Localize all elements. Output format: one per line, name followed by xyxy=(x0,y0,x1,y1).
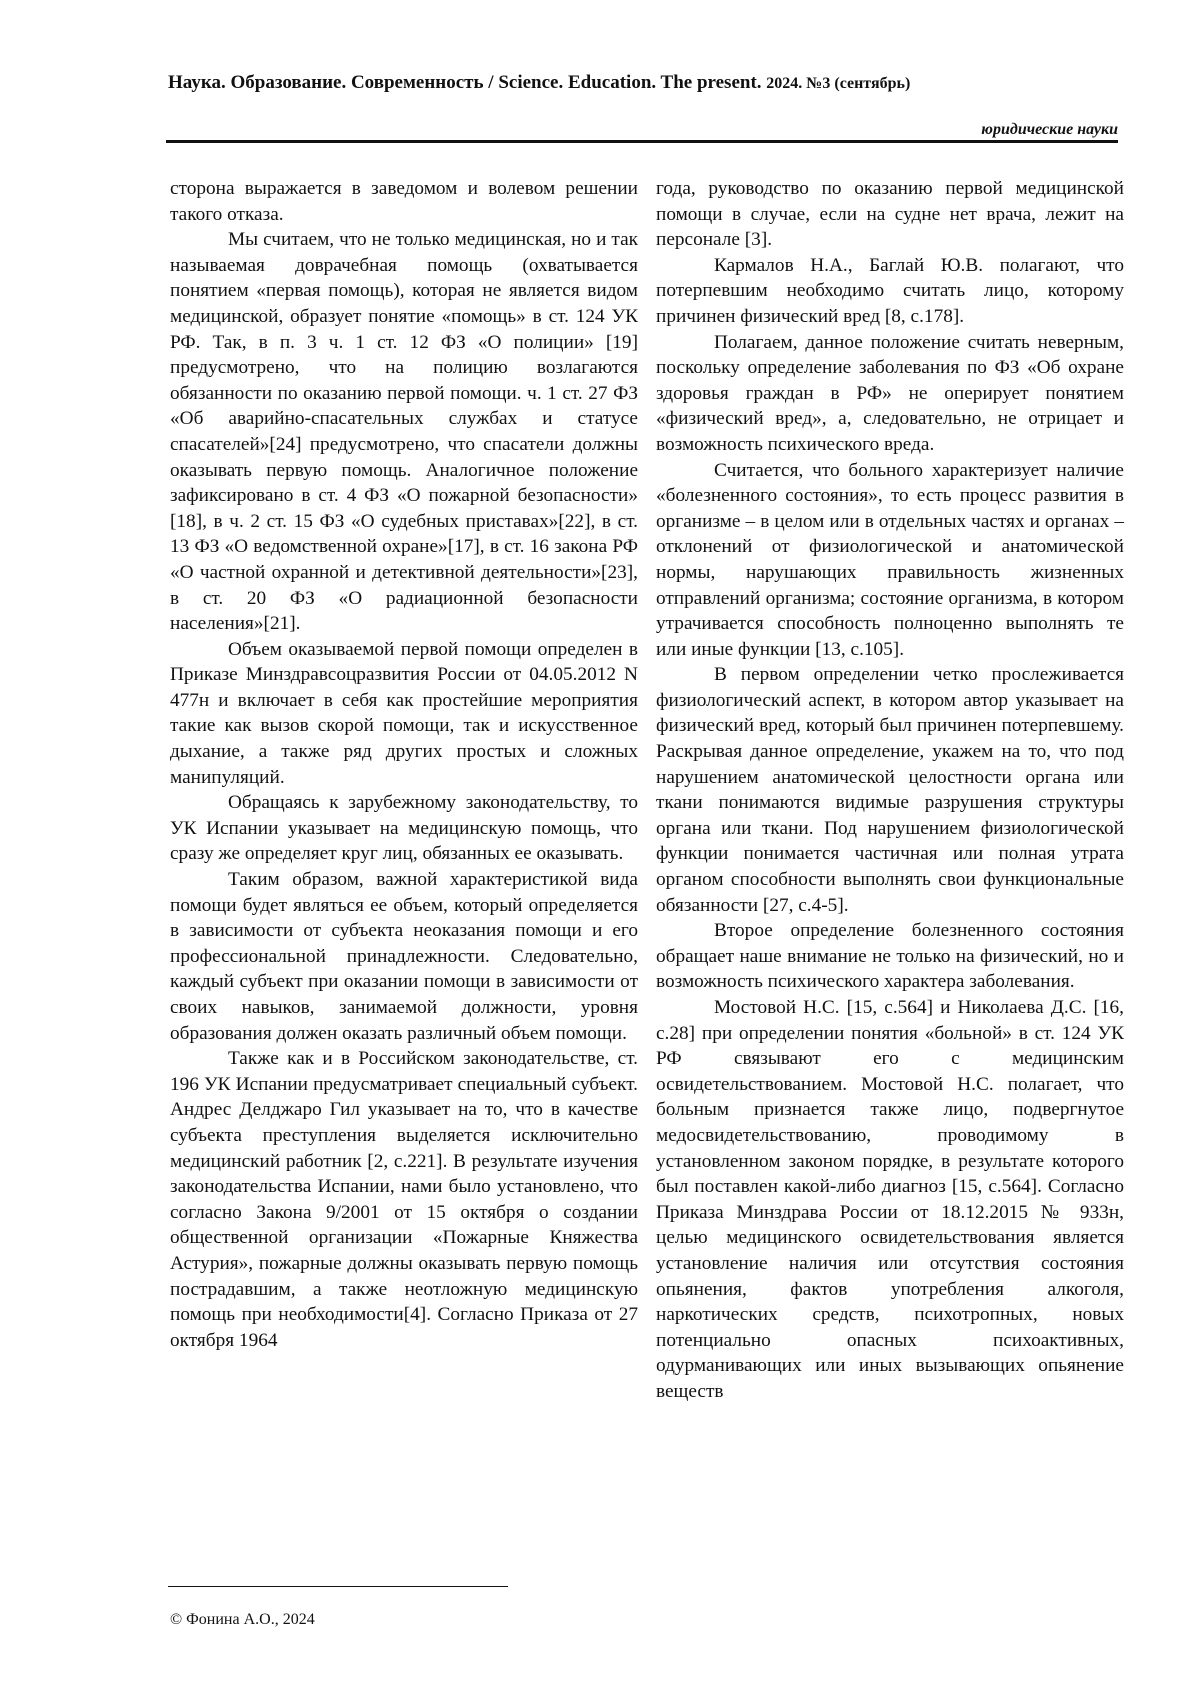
paragraph: Мостовой Н.С. [15, с.564] и Николаева Д.С. [16, с.28] при определении понятия «больной» в ст. 124 УК РФ связывают его с медицинским освидетельствованием. Мостовой Н.С. полагает, что больным признается также лицо, подвергнутое медосвидетельствованию, проводимому в установленном законом порядке, в результате которого был поставлен какой-либо диагноз [15, с.564]. Согласно Приказа Минздрава России от 18.12.2015 № 933н, целью медицинского освидетельствования является установление наличия или отсутствия состояния опьянения, фактов употребления алкоголя, наркотических средств, психотропных, новых потенциально опасных психоактивных, одурманивающих или иных вызывающих опьянение веществ xyxy=(656,997,1124,1402)
issue-number: 2024. №3 (сентябрь) xyxy=(766,75,911,92)
paragraph: Полагаем, данное положение считать неверным, поскольку определение заболевания по ФЗ «Об охране здоровья граждан в РФ» не оперирует понятием «физический вред», а, следовательно, не отрицает и возможность психического вреда. xyxy=(656,331,1124,455)
paragraph: Считается, что больного характеризует наличие «болезненного состояния», то есть процесс развития в организме – в целом или в отдельных частях и органах – отклонений от физиологической и анатомической нормы, нарушающих правильность жизненных отправлений организма; состояние организма, в котором утрачивается способность полноценно выполнять те или иные функции [13, с.105]. xyxy=(656,459,1124,660)
copyright-notice: © Фонина А.О., 2024 xyxy=(170,1611,315,1628)
paragraph: Объем оказываемой первой помощи определен в Приказе Минздравсоцразвития России от 04.05.2012 N 477н и включает в себя как простейшие мероприятия такие как вызов скорой помощи, так и искусственное дыхание, а также ряд других простых и сложных манипуляций. xyxy=(170,638,638,788)
paragraph: Второе определение болезненного состояния обращает наше внимание не только на физический, но и возможность психического характера заболевания. xyxy=(656,920,1124,993)
footnote-separator xyxy=(168,1586,508,1587)
journal-header xyxy=(168,72,1088,94)
paragraph: Кармалов Н.А., Баглай Ю.В. полагают, что потерпевшим необходимо считать лицо, которому причинен физический вред [8, с.178]. xyxy=(656,254,1124,327)
section-label: юридические науки xyxy=(981,121,1118,138)
paragraph: года, руководство по оказанию первой медицинской помощи в случае, если на судне нет врача, лежит на персонале [3]. xyxy=(656,178,1124,251)
journal-title: Наука. Образование. Современность / Science. Education. The present. xyxy=(168,72,762,93)
paragraph: Обращаясь к зарубежному законодательству, то УК Испании указывает на медицинскую помощь, что сразу же определяет круг лиц, обязанных ее оказывать. xyxy=(170,792,638,865)
paragraph: Таким образом, важной характеристикой вида помощи будет являться ее объем, который определяется в зависимости от субъекта неоказания помощи и его профессиональной принадлежности. Следовательно, каждый субъект при оказании помощи в зависимости от своих навыков, занимаемой должности, уровня образования должен оказать различный объем помощи. xyxy=(170,869,638,1044)
paragraph: сторона выражается в заведомом и волевом решении такого отказа. xyxy=(170,178,638,225)
header-rule xyxy=(166,140,1118,143)
right-column xyxy=(656,176,1124,1405)
left-column xyxy=(170,176,638,1353)
paragraph: В первом определении четко прослеживается физиологический аспект, в котором автор указывает на физический вред, который был причинен потерпевшему. Раскрывая данное определение, укажем на то, что под нарушением анатомической целостности органа или ткани понимаются видимые разрушения структуры органа или ткани. Под нарушением физиологической функции понимается частичная или полная утрата органом способности выполнять свои функциональные обязанности [27, с.4-5]. xyxy=(656,664,1124,916)
paragraph: Также как и в Российском законодательстве, ст. 196 УК Испании предусматривает специальный субъект. Андрес Делджаро Гил указывает на то, что в качестве субъекта преступления выделяется исключительно медицинский работник [2, с.221]. В результате изучения законодательства Испании, нами было установлено, что согласно Закона 9/2001 от 15 октября о создании общественной организации «Пожарные Княжества Астурия», пожарные должны оказывать первую помощь пострадавшим, а также неотложную медицинскую помощь при необходимости[4]. Согласно Приказа от 27 октября 1964 xyxy=(170,1048,638,1351)
paragraph: Мы считаем, что не только медицинская, но и так называемая доврачебная помощь (охватывается понятием «первая помощь), которая не является видом медицинской, образует понятие «помощь» в ст. 124 УК РФ. Так, в п. 3 ч. 1 ст. 12 ФЗ «О полиции» [19] предусмотрено, что на полицию возлагаются обязанности по оказанию первой помощи. ч. 1 ст. 27 ФЗ «Об аварийно-спасательных службах и статусе спасателей»[24] предусмотрено, что спасатели должны оказывать первую помощь. Аналогичное положение зафиксировано в ст. 4 ФЗ «О пожарной безопасности» [18], в ч. 2 ст. 15 ФЗ «О судебных приставах»[22], в ст. 13 ФЗ «О ведомственной охране»[17], в ст. 16 закона РФ «О частной охранной и детективной деятельности»[23], в ст. 20 ФЗ «О радиационной безопасности населения»[21]. xyxy=(170,229,638,635)
